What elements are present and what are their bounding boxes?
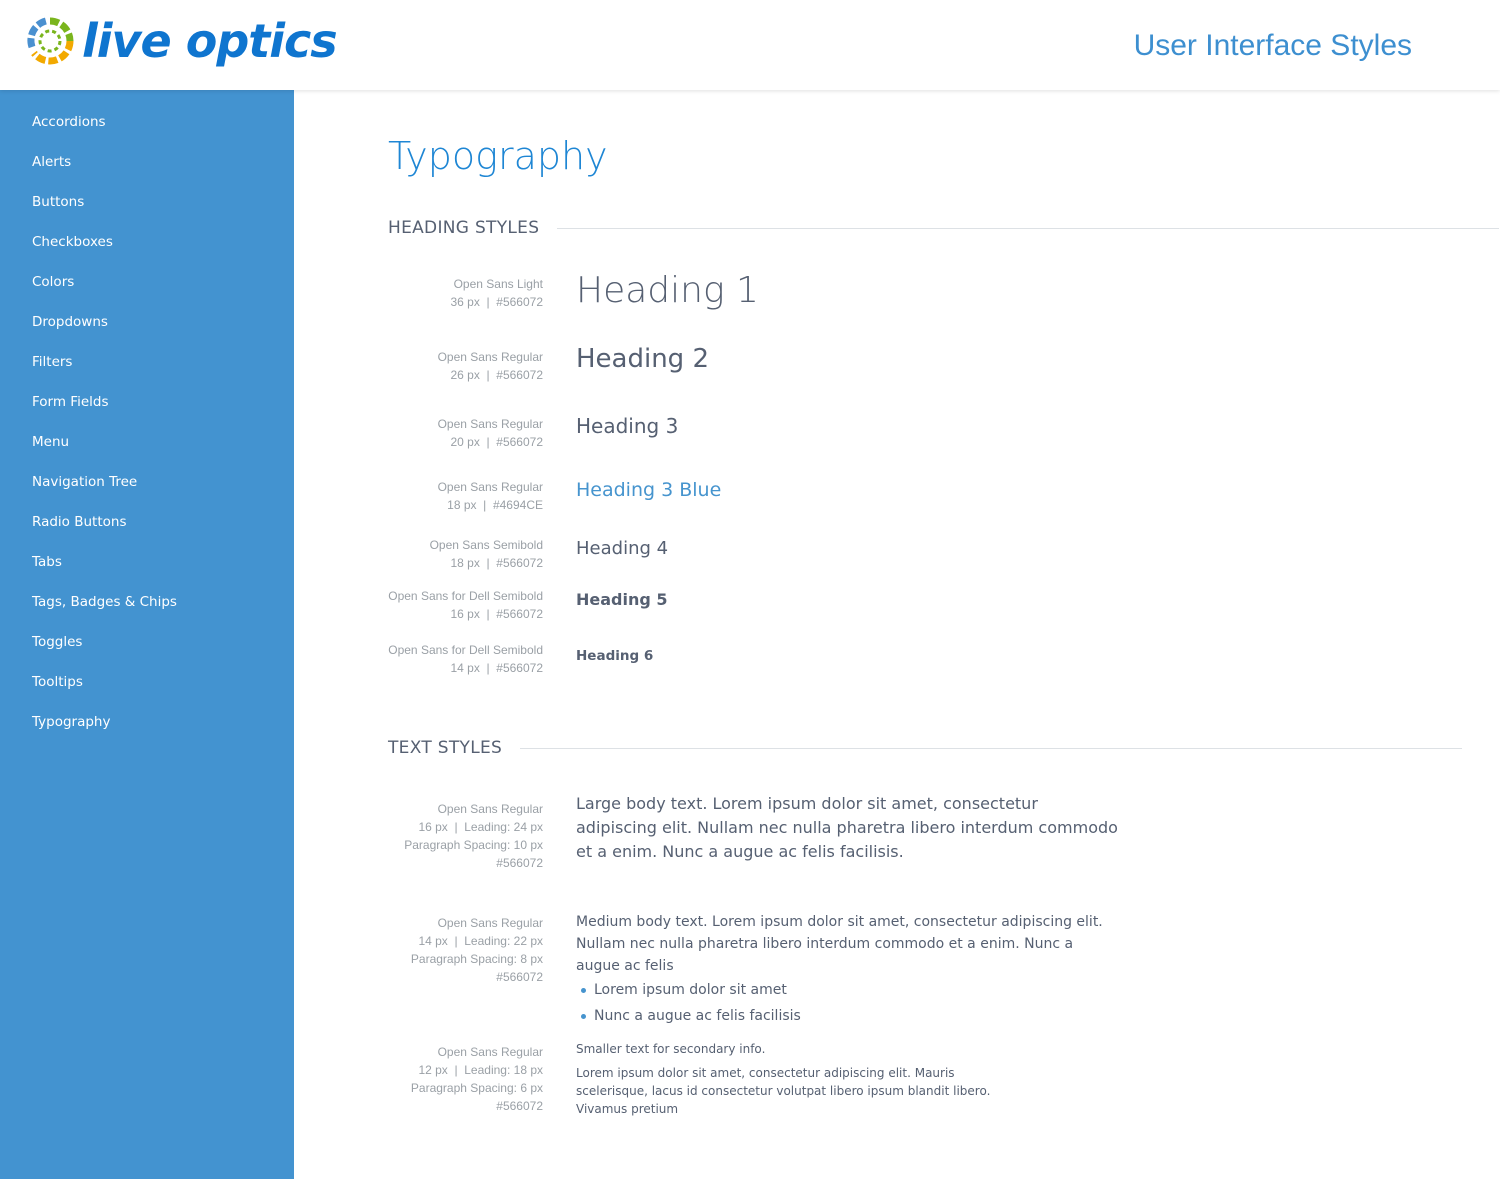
sidebar-item-dropdowns[interactable]: Dropdowns [32, 314, 108, 330]
logo-text: live optics [82, 14, 337, 68]
header [0, 0, 1500, 90]
sidebar-item-navigation-tree[interactable]: Navigation Tree [32, 474, 138, 490]
font-name: Open Sans Regular [437, 417, 543, 431]
style-spec [343, 348, 543, 384]
section-title: HEADING STYLES [388, 218, 540, 238]
divider [557, 228, 1499, 229]
sidebar-item-typography[interactable]: Typography [32, 714, 111, 730]
sidebar-item-checkboxes[interactable]: Checkboxes [32, 234, 113, 250]
style-spec [343, 914, 543, 986]
size-leading: 14 px | Leading: 22 px [418, 934, 543, 948]
sidebar-item-form-fields[interactable]: Form Fields [32, 394, 109, 410]
color-value: #566072 [496, 1099, 543, 1113]
heading-sample: Heading 1 [576, 270, 759, 312]
section-title: TEXT STYLES [388, 738, 503, 758]
paragraph-spacing: Paragraph Spacing: 10 px [404, 838, 543, 852]
page-title: Typography [388, 134, 608, 178]
heading-sample: Heading 3 Blue [576, 478, 722, 501]
heading-styles-section [388, 218, 1499, 238]
font-name: Open Sans Regular [437, 1045, 543, 1059]
paragraph-spacing: Paragraph Spacing: 6 px [410, 1081, 543, 1095]
sidebar-item-tabs[interactable]: Tabs [32, 554, 62, 570]
sidebar-item-menu[interactable]: Menu [32, 434, 70, 450]
sidebar-item-accordions[interactable]: Accordions [32, 114, 106, 130]
paragraph: Smaller text for secondary info. [576, 1042, 766, 1056]
font-size-color: 26 px | #566072 [450, 368, 543, 382]
font-size-color: 18 px | #566072 [450, 556, 543, 570]
paragraph-spacing: Paragraph Spacing: 8 px [410, 952, 543, 966]
sidebar-item-tooltips[interactable]: Tooltips [32, 674, 83, 690]
heading-sample: Heading 3 [576, 414, 679, 438]
sidebar-item-radio-buttons[interactable]: Radio Buttons [32, 514, 127, 530]
style-spec [343, 478, 543, 514]
sidebar-item-colors[interactable]: Colors [32, 274, 75, 290]
live-optics-logo-icon [26, 17, 74, 65]
color-value: #566072 [496, 970, 543, 984]
heading-sample: Heading 2 [576, 344, 709, 375]
sidebar-item-filters[interactable]: Filters [32, 354, 73, 370]
size-leading: 12 px | Leading: 18 px [418, 1063, 543, 1077]
font-name: Open Sans Regular [437, 480, 543, 494]
style-spec [343, 587, 543, 623]
font-size-color: 16 px | #566072 [450, 607, 543, 621]
sidebar-item-alerts[interactable]: Alerts [32, 154, 72, 170]
font-size-color: 18 px | #4694CE [447, 498, 543, 512]
list-item [576, 1003, 1121, 1029]
sidebar-item-toggles[interactable]: Toggles [32, 634, 83, 650]
font-name: Open Sans Light [453, 277, 543, 291]
font-name: Open Sans Regular [437, 916, 543, 930]
divider [520, 748, 1462, 749]
font-size-color: 14 px | #566072 [450, 661, 543, 675]
main-content [294, 90, 1500, 1179]
bullet-icon [581, 1014, 586, 1019]
style-spec [343, 800, 543, 872]
text-sample [576, 911, 1121, 1029]
paragraph: Large body text. Lorem ipsum dolor sit amet, consectetur adipiscing elit. Nullam nec nulla pharetra libero interdum commodo et a enim. Nunc a augue ac felis facilisis. [576, 794, 1118, 861]
style-spec [343, 1043, 543, 1115]
color-value: #566072 [496, 856, 543, 870]
sidebar [0, 90, 294, 1179]
paragraph: Lorem ipsum dolor sit amet, consectetur adipiscing elit. Mauris scelerisque, lacus id consectetur volutpat libero ipsum blandit libero. Vivamus pretium [576, 1066, 991, 1116]
paragraph: Medium body text. Lorem ipsum dolor sit amet, consectetur adipiscing elit. Nullam nec nulla pharetra libero interdum commodo et a enim. Nunc a augue ac felis [576, 914, 1103, 974]
heading-sample: Heading 5 [576, 590, 668, 610]
font-name: Open Sans Regular [437, 350, 543, 364]
list-item [576, 977, 1121, 1003]
font-name: Open Sans Regular [437, 802, 543, 816]
font-size-color: 20 px | #566072 [450, 435, 543, 449]
font-name: Open Sans for Dell Semibold [388, 589, 543, 603]
sidebar-item-buttons[interactable]: Buttons [32, 194, 85, 210]
text-styles-section [388, 738, 1462, 758]
style-spec [343, 415, 543, 451]
style-spec [343, 275, 543, 311]
font-name: Open Sans Semibold [429, 538, 543, 552]
text-sample [576, 1040, 1006, 1118]
heading-sample: Heading 4 [576, 538, 669, 560]
app-title: User Interface Styles [1133, 29, 1412, 62]
size-leading: 16 px | Leading: 24 px [418, 820, 543, 834]
list-item-text: Lorem ipsum dolor sit amet [594, 982, 787, 998]
font-size-color: 36 px | #566072 [450, 295, 543, 309]
sidebar-item-tags-badges-chips[interactable]: Tags, Badges & Chips [32, 594, 177, 610]
font-name: Open Sans for Dell Semibold [388, 643, 543, 657]
style-spec [343, 536, 543, 572]
list-item-text: Nunc a augue ac felis facilisis [594, 1008, 801, 1024]
style-spec [343, 641, 543, 677]
text-sample [576, 792, 1121, 864]
heading-sample: Heading 6 [576, 647, 654, 664]
logo[interactable] [26, 14, 337, 68]
bullet-icon [581, 988, 586, 993]
